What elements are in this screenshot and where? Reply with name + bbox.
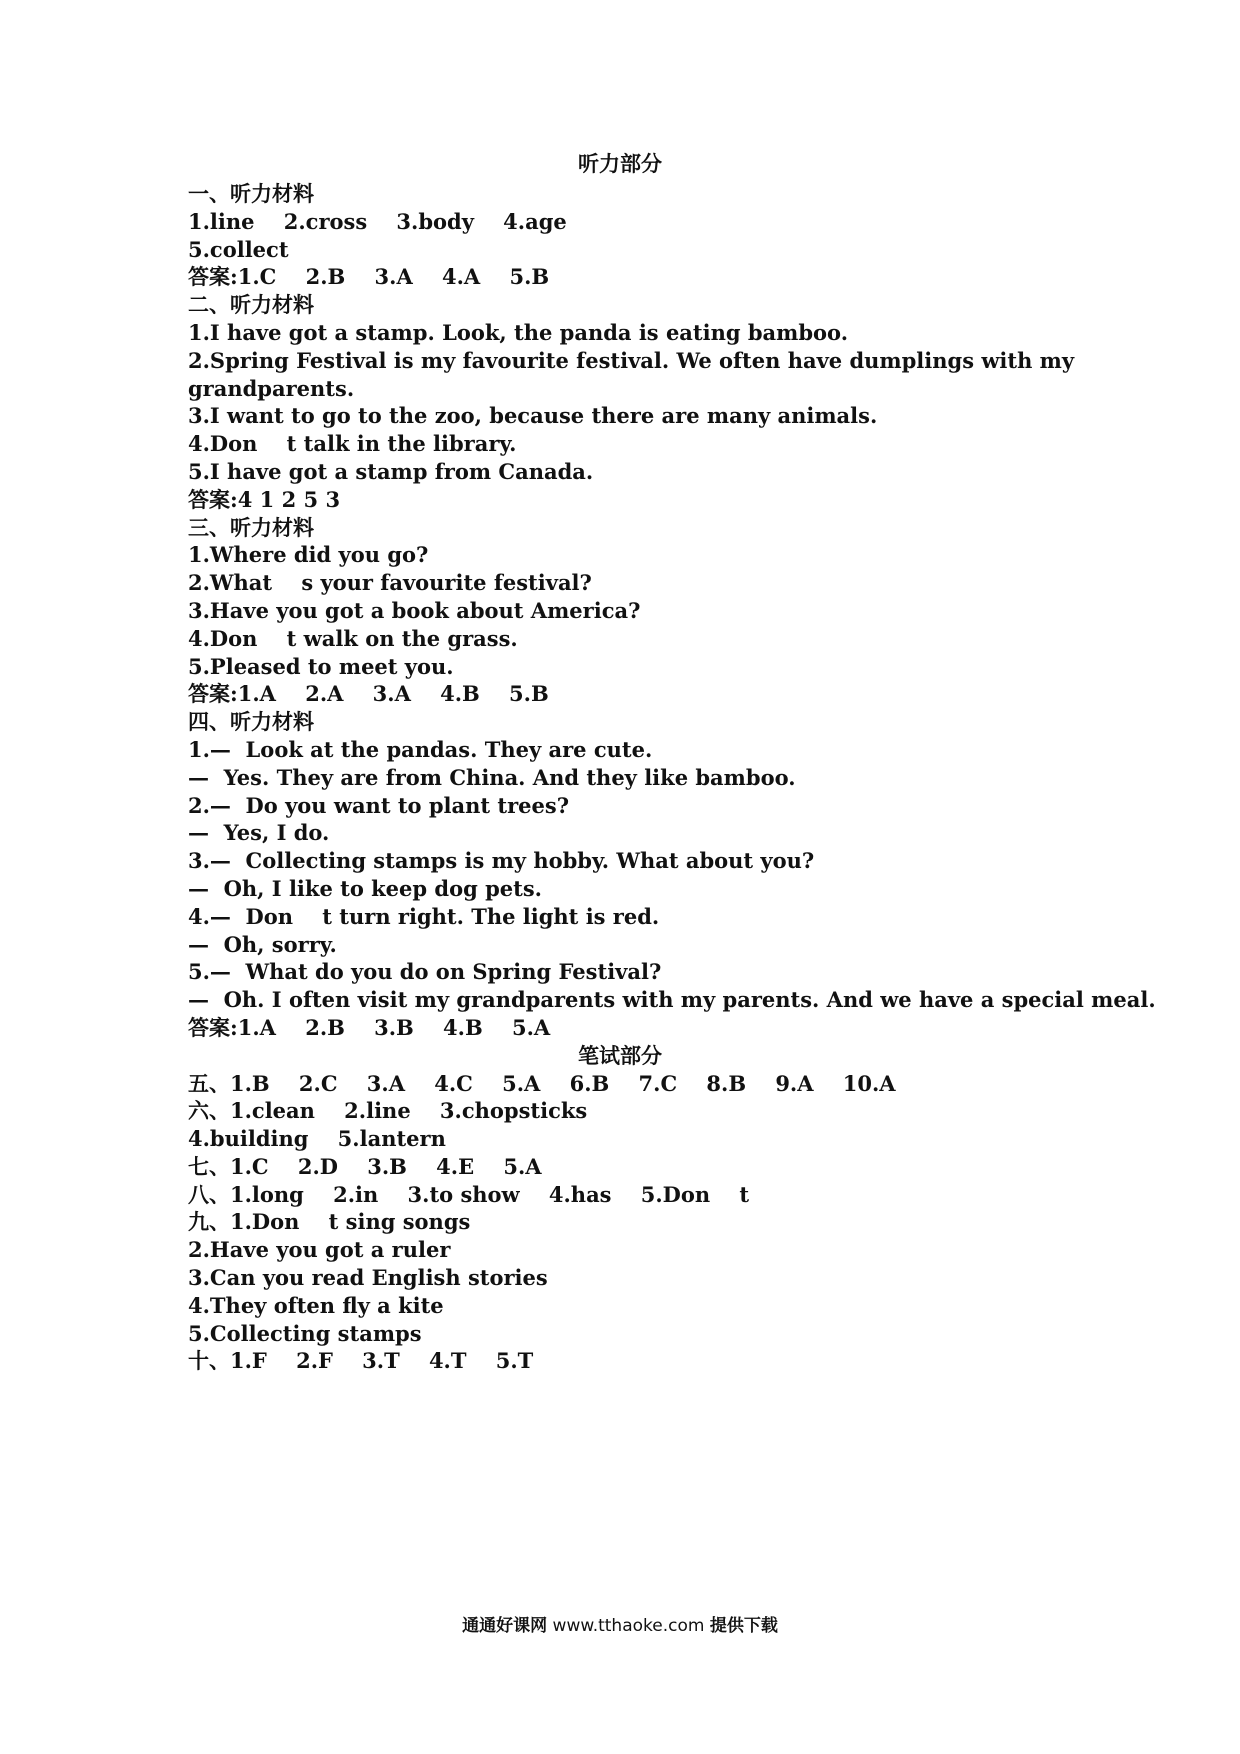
writing-line: 十、1.F 2.F 3.T 4.T 5.T xyxy=(188,1348,534,1374)
listening-line: 5.I have got a stamp from Canada. xyxy=(188,458,594,484)
writing-line: 五、1.B 2.C 3.A 4.C 5.A 6.B 7.C 8.B 9.A 10.A xyxy=(188,1070,896,1096)
writing-line: 八、1.long 2.in 3.to show 4.has 5.Don t xyxy=(188,1181,750,1207)
listening-line: 答案:1.A 2.B 3.B 4.B 5.A xyxy=(188,1014,551,1040)
listening-line: 1.— Look at the pandas. They are cute. xyxy=(188,736,653,762)
writing-line: 九、1.Don t sing songs xyxy=(188,1209,471,1235)
listening-line: 3.I want to go to the zoo, because there are many animals. xyxy=(188,403,878,429)
listening-line: — Oh. I often visit my grandparents with my parents. And we have a special meal. xyxy=(188,987,1156,1013)
listening-line: 4.Don t talk in the library. xyxy=(188,431,517,457)
listening-line: 答案:4 1 2 5 3 xyxy=(188,486,341,512)
listening-line: 5.— What do you do on Spring Festival? xyxy=(188,959,662,985)
writing-line: 4.building 5.lantern xyxy=(188,1126,446,1152)
writing-section xyxy=(188,1070,1188,1376)
footer-site-name: 通通好课网 xyxy=(462,1616,548,1636)
listening-line: 3.Have you got a book about America? xyxy=(188,597,641,623)
listening-line: grandparents. xyxy=(188,375,355,401)
listening-line: — Oh, I like to keep dog pets. xyxy=(188,875,542,901)
listening-line: 5.Pleased to meet you. xyxy=(188,653,454,679)
listening-line: — Oh, sorry. xyxy=(188,931,337,957)
listening-line: 3.— Collecting stamps is my hobby. What about you? xyxy=(188,848,815,874)
answer-body xyxy=(188,180,1188,1375)
writing-line: 2.Have you got a ruler xyxy=(188,1237,451,1263)
writing-line: 4.They often fly a kite xyxy=(188,1292,444,1318)
listening-line: 1.I have got a stamp. Look, the panda is eating bamboo. xyxy=(188,319,849,345)
listening-line: 1.Where did you go? xyxy=(188,542,429,568)
writing-line: 3.Can you read English stories xyxy=(188,1265,548,1291)
listening-section xyxy=(188,180,1188,1042)
listening-line: — Yes. They are from China. And they like bamboo. xyxy=(188,764,796,790)
page-footer xyxy=(0,1614,1240,1638)
listening-line: — Yes, I do. xyxy=(188,820,330,846)
listening-line: 2.What s your favourite festival? xyxy=(188,570,592,596)
listening-line: 5.collect xyxy=(188,236,289,262)
listening-line: 1.line 2.cross 3.body 4.age xyxy=(188,208,567,234)
listening-line: 2.Spring Festival is my favourite festival. We often have dumplings with my xyxy=(188,347,1075,373)
listening-line: 答案:1.A 2.A 3.A 4.B 5.B xyxy=(188,681,549,707)
footer-url[interactable]: www.tthaoke.com xyxy=(552,1616,705,1636)
listening-line: 三、听力材料 xyxy=(188,514,314,540)
listening-line: 4.— Don t turn right. The light is red. xyxy=(188,903,660,929)
listening-line: 四、听力材料 xyxy=(188,709,314,735)
listening-line: 一、听力材料 xyxy=(188,181,314,206)
listening-line: 答案:1.C 2.B 3.A 4.A 5.B xyxy=(188,264,550,290)
writing-line: 六、1.clean 2.line 3.chopsticks xyxy=(188,1098,588,1124)
listening-line: 二、听力材料 xyxy=(188,292,314,318)
listening-section-title: 听力部分 xyxy=(578,151,662,176)
footer-suffix: 提供下载 xyxy=(709,1616,778,1636)
writing-section-title: 笔试部分 xyxy=(578,1043,662,1068)
listening-line: 2.— Do you want to plant trees? xyxy=(188,792,570,818)
writing-line: 5.Collecting stamps xyxy=(188,1320,422,1346)
listening-line: 4.Don t walk on the grass. xyxy=(188,625,518,651)
writing-line: 七、1.C 2.D 3.B 4.E 5.A xyxy=(188,1153,542,1179)
